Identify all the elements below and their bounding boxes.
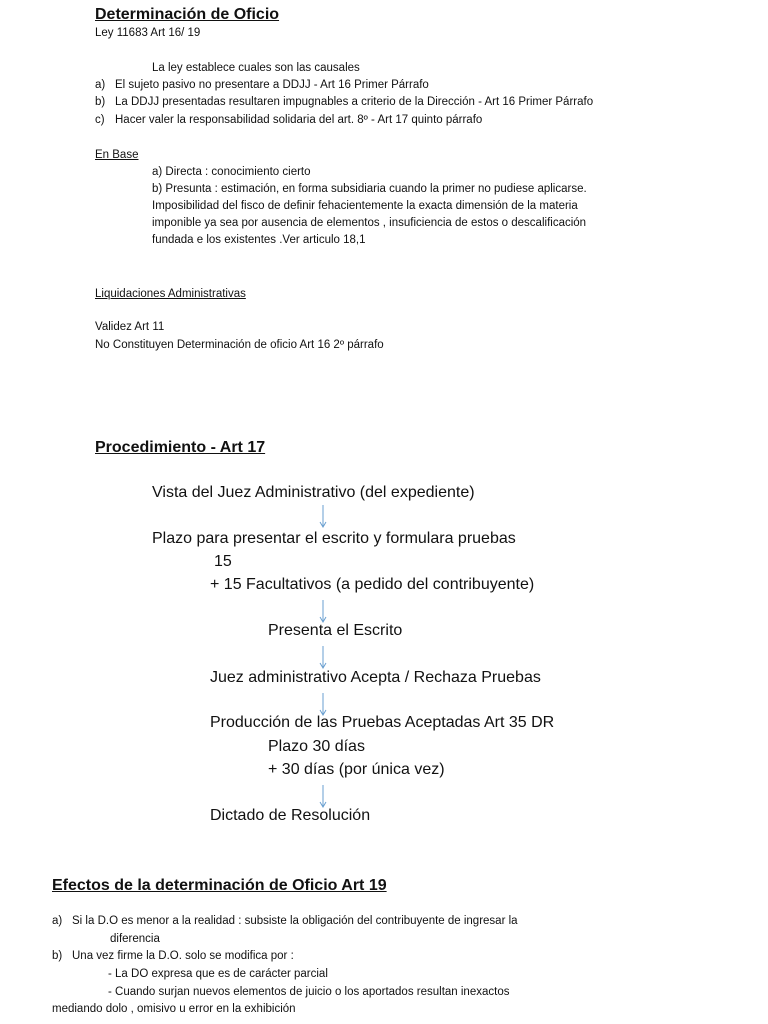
causal-label: b) xyxy=(95,96,106,108)
flow-step-produccion-extra: + 30 días (por única vez) xyxy=(268,761,445,778)
causal-label: a) xyxy=(95,79,106,91)
liquidaciones-heading: Liquidaciones Administrativas xyxy=(95,288,246,300)
efecto-text: Si la D.O es menor a la realidad : subsiste la obligación del contribuyente de ingresar la xyxy=(72,915,518,927)
en-base-directa: a) Directa : conocimiento cierto xyxy=(152,166,311,178)
law-reference: Ley 11683 Art 16/ 19 xyxy=(95,27,201,39)
flow-arrow xyxy=(318,600,328,624)
efecto-item xyxy=(52,915,518,927)
flow-step-plazo-days: 15 xyxy=(214,553,232,570)
efecto-subitem: - Cuando surjan nuevos elementos de juicio o los aportados resultan inexactos xyxy=(108,986,510,998)
en-base-heading: En Base xyxy=(95,149,139,161)
section-title-determinacion: Determinación de Oficio xyxy=(95,6,280,23)
flow-step-presenta: Presenta el Escrito xyxy=(268,622,403,639)
flow-step-plazo: Plazo para presentar el escrito y formulara pruebas xyxy=(152,530,516,547)
flow-step-dictado: Dictado de Resolución xyxy=(210,807,371,824)
causal-item xyxy=(95,114,482,126)
efecto-text: Una vez firme la D.O. solo se modifica por : xyxy=(72,950,294,962)
causal-item xyxy=(95,96,593,108)
flow-arrow xyxy=(318,505,328,529)
causal-item xyxy=(95,79,429,91)
flow-step-juez: Juez administrativo Acepta / Rechaza Pruebas xyxy=(210,669,541,686)
causal-text: Hacer valer la responsabilidad solidaria del art. 8º - Art 17 quinto párrafo xyxy=(115,114,483,126)
en-base-presunta-line: imponible ya sea por ausencia de elementos , insuficiencia de estos o descalificación xyxy=(152,217,587,229)
validez-text: Validez Art 11 xyxy=(95,321,165,333)
flow-step-plazo-extra: + 15 Facultativos (a pedido del contribuyente) xyxy=(210,576,535,593)
efecto-continuation: mediando dolo , omisivo u error en la exhibición xyxy=(52,1003,296,1015)
flow-arrow xyxy=(318,785,328,809)
efecto-subitem: - La DO expresa que es de carácter parcial xyxy=(108,968,328,980)
no-constituyen-text: No Constituyen Determinación de oficio Art 16 2º párrafo xyxy=(95,339,384,351)
causales-intro: La ley establece cuales son las causales xyxy=(152,62,360,74)
flow-step-vista: Vista del Juez Administrativo (del expediente) xyxy=(152,484,475,501)
efecto-label: b) xyxy=(52,950,63,962)
flow-step-produccion: Producción de las Pruebas Aceptadas Art 35 DR xyxy=(210,714,555,731)
en-base-presunta-line: b) Presunta : estimación, en forma subsidiaria cuando la primer no pudiese aplicarse. xyxy=(152,183,587,195)
causal-text: El sujeto pasivo no presentare a DDJJ - Art 16 Primer Párrafo xyxy=(115,79,429,91)
en-base-presunta-line: Imposibilidad del fisco de definir fehacientemente la exacta dimensión de la materia xyxy=(152,200,578,212)
causal-text: La DDJJ presentadas resultaren impugnables a criterio de la Dirección - Art 16 Primer Párrafo xyxy=(115,96,594,108)
flow-step-produccion-plazo: Plazo 30 días xyxy=(268,738,365,755)
section-title-efectos: Efectos de la determinación de Oficio Art 19 xyxy=(52,877,387,894)
efecto-continuation: diferencia xyxy=(110,933,160,945)
flow-arrow xyxy=(318,646,328,670)
efecto-item xyxy=(52,950,294,962)
causal-label: c) xyxy=(95,114,105,126)
section-title-procedimiento: Procedimiento - Art 17 xyxy=(95,439,266,456)
en-base-presunta-line: fundada e los existentes .Ver articulo 18,1 xyxy=(152,234,366,246)
efecto-label: a) xyxy=(52,915,63,927)
